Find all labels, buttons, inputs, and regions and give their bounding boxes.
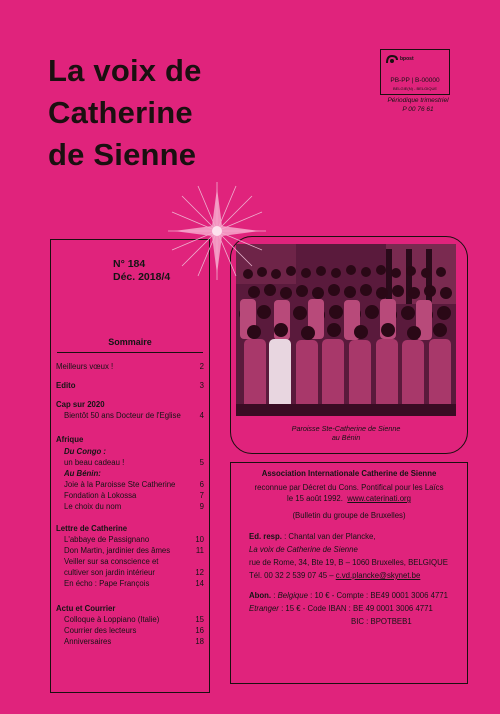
- editor-label: Ed. resp.: [249, 532, 282, 541]
- recognition-date: [231, 494, 467, 504]
- photo-caption: [236, 424, 456, 442]
- association-name: Association Internationale Catherine de Sienne: [261, 469, 437, 478]
- address-line: rue de Rome, 34, Bte 19, B – 1060 Bruxelles, BELGIQUE: [249, 558, 448, 567]
- toc-sub-benin: Au Bénin:: [64, 469, 101, 478]
- toc-entry: Veiller sur sa conscience et: [64, 557, 159, 566]
- issue-date: Déc. 2018/4: [113, 271, 171, 283]
- title-line-1: La voix de: [48, 53, 202, 88]
- periodical-label: Périodique trimestriel: [387, 97, 449, 104]
- bpost-logo-text: bpost: [400, 56, 414, 62]
- subscription-abroad: [249, 604, 433, 614]
- periodical-info: [378, 97, 458, 114]
- toc-entry: Anniversaires 18: [64, 637, 204, 646]
- toc-entry: cultiver son jardin intérieur 12: [64, 568, 204, 577]
- toc-entry: Joie à la Paroisse Ste Catherine 6: [64, 480, 204, 489]
- belgique-label: Belgique: [277, 591, 308, 600]
- issue-info: [113, 258, 170, 284]
- bulletin-note: (Bulletin du groupe de Bruxelles): [292, 511, 406, 520]
- toc-section-afrique: Afrique: [56, 435, 84, 444]
- toc-entry: un beau cadeau ! 5: [64, 458, 204, 467]
- recognition-line: reconnue par Décret du Cons. Pontifical pour les Laïcs: [254, 483, 444, 492]
- title-line-2: Catherine: [48, 95, 193, 130]
- toc-entry: Bientôt 50 ans Docteur de l'Eglise 4: [64, 411, 204, 420]
- toc-section-cap: Cap sur 2020: [56, 400, 105, 409]
- bpost-horn-icon: [386, 54, 398, 66]
- toc-entry: Edito 3: [56, 381, 204, 390]
- phone-number: Tél. 00 32 2 539 07 45 –: [249, 571, 336, 580]
- contact-line: [249, 571, 420, 581]
- parish-group-photo: [236, 244, 456, 416]
- postage-country: BELGIE(N) - BELGIQUE: [392, 86, 437, 91]
- toc-entry: L'abbaye de Passignano 10: [64, 535, 204, 544]
- divider: [57, 352, 203, 353]
- postage-stamp-box: [380, 49, 450, 95]
- recognition-date-text: le 15 août 1992.: [287, 494, 343, 503]
- publication-title: [48, 50, 202, 176]
- caption-line-1: Paroisse Ste-Catherine de Sienne: [291, 424, 401, 433]
- toc-entry: Colloque à Loppiano (Italie) 15: [64, 615, 204, 624]
- toc-section-lettre: Lettre de Catherine: [56, 524, 128, 533]
- photo-illustration: [236, 244, 456, 416]
- publication-name: La voix de Catherine de Sienne: [249, 545, 358, 554]
- toc-entry: Courrier des lecteurs 16: [64, 626, 204, 635]
- table-of-contents: [50, 239, 210, 693]
- toc-entry: Le choix du nom 9: [64, 502, 204, 511]
- editor-line: [249, 532, 376, 542]
- editor-name: : Chantal van der Plancke,: [281, 532, 376, 541]
- email-link[interactable]: c.vd.plancke@skynet.be: [335, 571, 421, 580]
- toc-entry: Fondation à Lokossa 7: [64, 491, 204, 500]
- sparkle-star-icon: [168, 182, 266, 280]
- toc-entry: Meilleurs vœux ! 2: [56, 362, 204, 371]
- etranger-price: : 15 € - Code IBAN : BE 49 0001 3006 4771: [278, 604, 433, 613]
- website-link[interactable]: www.caterinati.org: [347, 494, 411, 503]
- toc-entry: Don Martin, jardinier des âmes 11: [64, 546, 204, 555]
- bic-code: BIC : BPOTBEB1: [351, 617, 412, 626]
- etranger-label: Etranger: [249, 604, 279, 613]
- caption-line-2: au Bénin: [331, 433, 361, 442]
- abon-label: Abon.: [249, 591, 272, 600]
- toc-section-actu: Actu et Courrier: [56, 604, 116, 613]
- association-info-box: [230, 462, 468, 684]
- toc-sub-congo: Du Congo :: [64, 447, 107, 456]
- toc-heading: Sommaire: [108, 337, 152, 347]
- postage-code: PB-PP | B-00000: [390, 77, 440, 84]
- belgique-price: : 10 € - Compte : BE49 0001 3006 4771: [307, 591, 448, 600]
- subscription-belgium: Abon. : Belgique : 10 € - Compte : BE49 0001 3006 4771: [249, 591, 448, 600]
- toc-entry: En écho : Pape François 14: [64, 579, 204, 588]
- title-line-3: de Sienne: [48, 137, 197, 172]
- periodical-number: P 00 76 61: [402, 105, 434, 113]
- issue-number: N° 184: [113, 258, 146, 270]
